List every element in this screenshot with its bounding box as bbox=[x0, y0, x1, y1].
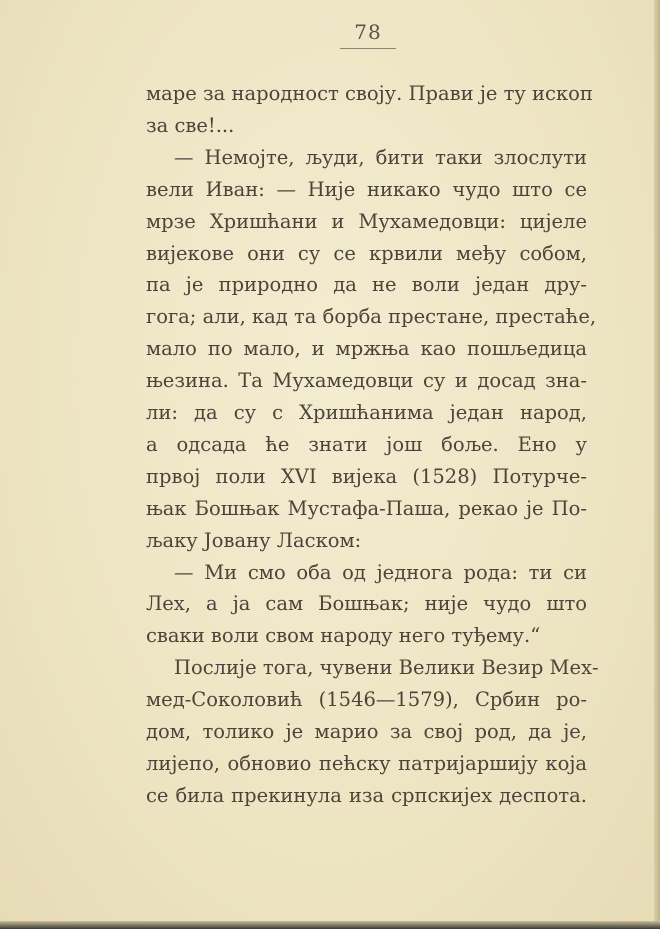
text-line: па је природно да не воли један дру- bbox=[146, 273, 587, 297]
page-number: 78 bbox=[354, 20, 382, 44]
text-line: ли: да су с Хришћанима један народ, bbox=[146, 401, 587, 424]
text-line: њак Бошњак Мустафа-Паша, рекао је По- bbox=[146, 496, 587, 520]
text-line: — Немојте, људи, бити таки злослути bbox=[174, 145, 587, 169]
text-line: гога; али, кад та борба престане, престаће, bbox=[146, 305, 597, 329]
text-line: првој поли XVI вијека (1528) Потурче- bbox=[146, 464, 587, 488]
text-line: њезина. Та Мухамедовци су и досад зна- bbox=[146, 369, 587, 393]
text-line: вели Иван: — Није никако чудо што се bbox=[146, 177, 587, 201]
page-edge-bottom bbox=[0, 921, 660, 929]
text-line: мрзе Хришћани и Мухамедовци: цијеле bbox=[146, 209, 587, 233]
text-line: Лех, а ја сам Бошњак; није чудо што bbox=[146, 592, 587, 616]
text-line: сваки воли свом народу него туђему.“ bbox=[146, 624, 541, 648]
text-line: лијепо, обновио пећску патријаршију која bbox=[146, 751, 587, 775]
text-line: Послије тога, чувени Велики Везир Мех- bbox=[174, 656, 599, 680]
text-line: дом, толико је марио за свој род, да је, bbox=[146, 720, 587, 743]
text-line: а одсада ће знати још боље. Ено у bbox=[146, 432, 587, 456]
text-line: љаку Јовану Ласком: bbox=[146, 528, 362, 552]
text-line: мед-Соколовић (1546—1579), Србин ро- bbox=[146, 688, 587, 712]
text-line: за све!... bbox=[146, 113, 235, 137]
text-line: се била прекинула иза српскијех деспота. bbox=[146, 783, 587, 807]
text-line: маре за народност своју. Прави је ту ископ bbox=[146, 82, 593, 105]
page-edge-right bbox=[654, 0, 660, 929]
text-line: мало по мало, и мржња као пошљедица bbox=[146, 337, 587, 361]
text-line: вијекове они су се крвили међу собом, bbox=[146, 241, 587, 265]
page-number-rule bbox=[340, 48, 396, 49]
text-line: — Ми смо оба од једнога рода: ти си bbox=[174, 560, 587, 584]
